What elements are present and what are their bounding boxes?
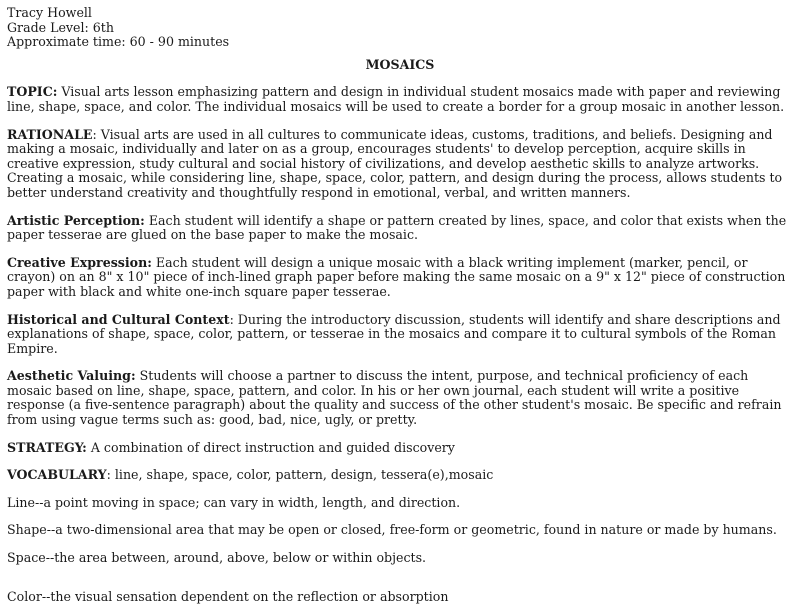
vocabulary-paragraph bbox=[7, 468, 793, 483]
topic-label: TOPIC: bbox=[7, 84, 58, 100]
topic-text: Visual arts lesson emphasizing pattern and design in individual student mosaics made with paper and reviewing line, shape, space, and color. The individual mosaics will be used to create a border for a group mosaic in another lesson. bbox=[7, 84, 785, 114]
strategy-label: STRATEGY: bbox=[7, 439, 87, 455]
rationale-text: : Visual arts are used in all cultures to communicate ideas, customs, traditions, and beliefs. Designing and making a mosaic, individually and later on as a group, encourages students' to develop perception, acquire skills in creative expression, study cultural and social history of civilizations, and develop aesthetic skills to analyze artworks. Creating a mosaic, while considering line, shape, space, color, pattern, and design during the process, allows students to better understand creativity and thoughtfully respond in emotional, verbal, and written manners. bbox=[7, 126, 783, 200]
creative-expression-label: Creative Expression: bbox=[7, 254, 152, 270]
definition-space: Space--the area between, around, above, below or within objects. bbox=[7, 550, 427, 566]
historical-context-label: Historical and Cultural Context bbox=[7, 311, 230, 327]
artistic-perception-paragraph bbox=[7, 214, 793, 243]
vocabulary-label: VOCABULARY bbox=[7, 467, 107, 483]
definition-color: Color--the visual sensation dependent on the reflection or absorption bbox=[7, 589, 449, 604]
lesson-plan-document bbox=[7, 6, 793, 579]
vocabulary-text: : line, shape, space, color, pattern, design, tessera(e),mosaic bbox=[106, 467, 494, 483]
aesthetic-valuing-text: Students will choose a partner to discuss the intent, purpose, and technical proficiency of each mosaic based on line, shape, space, pattern, and color. In his or her own journal, each student will write a positive response (a five-sentence paragraph) about the quality and success of the other student's mosaic. Be specific and refrain from using vague terms such as: good, bad, nice, ugly, or pretty. bbox=[7, 368, 782, 428]
historical-context-text: : During the introductory discussion, students will identify and share descriptions and explanations of shape, space, color, pattern, or tesserae in the mosaics and compare it to cultural symbols of the Roman Empire. bbox=[7, 311, 781, 356]
topic-paragraph bbox=[7, 85, 793, 114]
creative-expression-paragraph bbox=[7, 256, 793, 300]
author-name: Tracy Howell bbox=[7, 5, 92, 20]
aesthetic-valuing-label: Aesthetic Valuing: bbox=[7, 368, 136, 384]
definition-shape: Shape--a two-dimensional area that may be open or closed, free-form or geometric, found in nature or made by humans. bbox=[7, 522, 777, 538]
rationale-label: RATIONALE bbox=[7, 126, 93, 142]
approximate-time: Approximate time: 60 - 90 minutes bbox=[7, 34, 230, 50]
definition-line: Line--a point moving in space; can vary in width, length, and direction. bbox=[7, 494, 461, 510]
aesthetic-valuing-paragraph bbox=[7, 369, 793, 427]
strategy-paragraph bbox=[7, 441, 793, 456]
grade-level: Grade Level: 6th bbox=[7, 19, 114, 35]
artistic-perception-text: Each student will identify a shape or pattern created by lines, space, and color that exists when the paper tesserae are glued on the base paper to make the mosaic. bbox=[7, 212, 787, 243]
historical-context-paragraph bbox=[7, 313, 793, 357]
rationale-paragraph bbox=[7, 128, 793, 201]
artistic-perception-label: Artistic Perception: bbox=[7, 212, 145, 228]
strategy-text: A combination of direct instruction and guided discovery bbox=[86, 439, 455, 455]
document-title: MOSAICS bbox=[365, 56, 435, 72]
creative-expression-text: Each student will design a unique mosaic with a black writing implement (marker, pencil, or crayon) on an 8" x 10" piece of inch-lined graph paper before making the same mosaic on a 9" x 12" piece of construction paper with black and white one-inch square paper tesserae. bbox=[7, 254, 786, 299]
